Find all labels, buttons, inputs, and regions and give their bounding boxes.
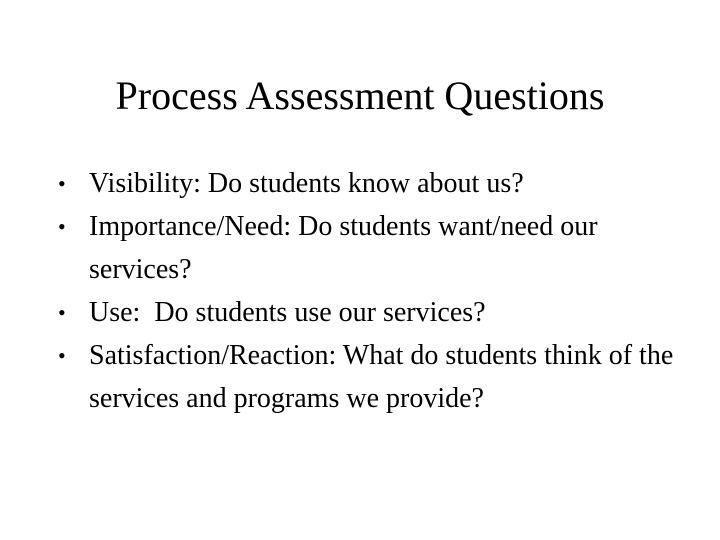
bullet-item-visibility	[58, 162, 678, 205]
bullet-text: Satisfaction/Reaction: What do students think of the services and programs we provide?	[89, 340, 674, 414]
bullet-text: Importance/Need: Do students want/need our services?	[89, 211, 598, 285]
bullet-list	[58, 162, 678, 420]
bullet-item-satisfaction	[58, 334, 678, 420]
bullet-icon: •	[58, 343, 66, 368]
bullet-item-importance	[58, 205, 678, 291]
bullet-text: Visibility: Do students know about us?	[89, 168, 524, 199]
bullet-icon: •	[58, 171, 66, 196]
bullet-item-use	[58, 291, 678, 334]
bullet-icon: •	[58, 300, 66, 325]
bullet-text: Use: Do students use our services?	[89, 297, 486, 328]
slide-title: Process Assessment Questions	[115, 73, 605, 118]
bullet-icon: •	[58, 214, 66, 239]
